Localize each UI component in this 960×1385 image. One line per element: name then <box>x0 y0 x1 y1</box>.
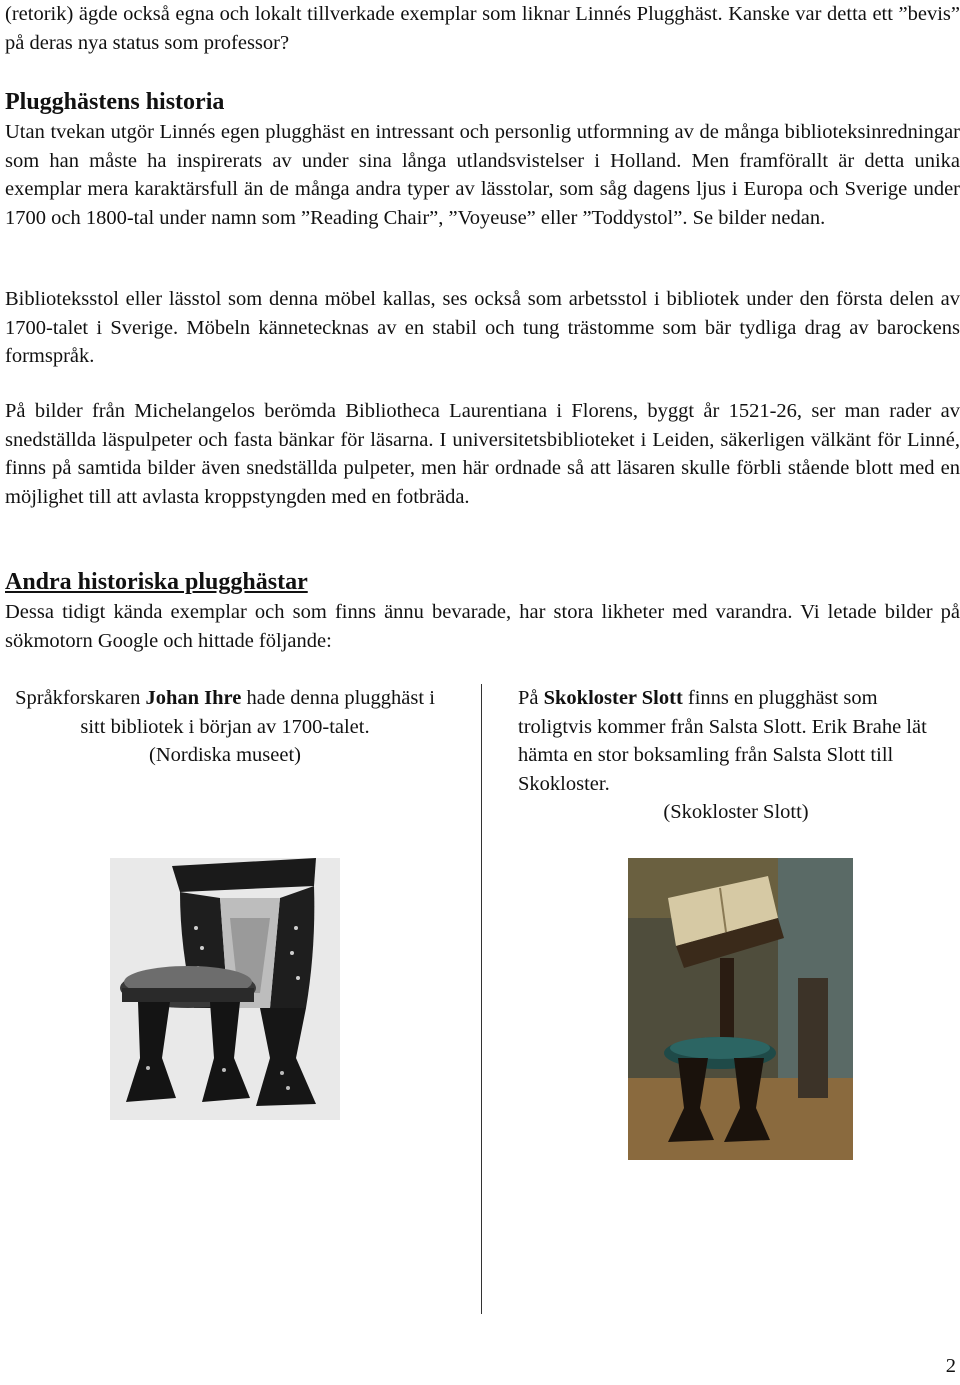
history-paragraph-2: Biblioteksstol eller lässtol som denna möbel kallas, ses också som arbetsstol i bibliotek under den första delen av 1700-talet i Sverige. Möbeln kännetecknas av en stabil och tung trästomme som bär tydliga drag av barockens formspråk. <box>5 288 960 367</box>
right-caption-pre: På <box>518 687 544 709</box>
column-divider <box>481 684 482 1314</box>
reading-chair-colour-photo <box>628 858 853 1160</box>
left-caption-name: Johan Ihre <box>145 687 242 709</box>
other-chairs-paragraph: Dessa tidigt kända exemplar och som finns ännu bevarade, har stora likheter med varandra. Vi letade bilder på sökmotorn Google och hittade följande: <box>5 601 960 652</box>
right-caption-post: finns en plugghäst som troligtvis kommer från Salsta Slott. Erik Brahe lät hämta en stor boksamling från Salsta Slott till Skokloster. <box>518 687 927 795</box>
section-heading-other-chairs: Andra historiska plugghästar <box>5 569 308 595</box>
left-caption-credit: (Nordiska museet) <box>149 744 301 766</box>
reading-chair-bw-photo <box>110 858 340 1120</box>
history-paragraph-1: Utan tvekan utgör Linnés egen plugghäst en intressant och personlig utformning av de många biblioteksinredningar som han måste ha inspirerats av under sina långa utlandsvistelser i Holland. Men framförallt är detta unika exemplar mera karaktärsfull än de många andra typer av lässtolar, som såg dagens ljus i Europa och Sverige under 1700 och 1800-tal under namn som ”Reading Chair”, ”Voyeuse” eller ”Toddystol”. Se bilder nedan. <box>5 121 960 229</box>
history-paragraph-3: På bilder från Michelangelos berömda Bibliotheca Laurentiana i Florens, byggt år 1521-26, ser man rader av snedställda läspulpeter och fasta bänkar för läsarna. I universitetsbiblioteket i Leiden, säkerligen välkänt för Linné, finns på samtida bilder även snedställda pulpeter, men här ordnade så att läsaren skulle förbli stående blott med en möjlighet till att avlasta kroppstyngden med en fotbräda. <box>5 400 960 508</box>
page-number: 2 <box>945 1355 956 1377</box>
left-caption <box>10 684 440 770</box>
section-heading-history: Plugghästens historia <box>5 89 225 115</box>
intro-paragraph: (retorik) ägde också egna och lokalt tillverkade exemplar som liknar Linnés Plugghäst. Kanske var detta ett ”bevis” på deras nya status som professor? <box>5 3 960 54</box>
right-caption-credit: (Skokloster Slott) <box>663 801 809 823</box>
right-caption <box>518 684 938 827</box>
right-caption-name: Skokloster Slott <box>543 687 683 709</box>
left-caption-pre: Språkforskaren <box>15 687 146 709</box>
left-caption-post: hade denna plugghäst i sitt bibliotek i början av 1700-talet. <box>80 687 435 738</box>
